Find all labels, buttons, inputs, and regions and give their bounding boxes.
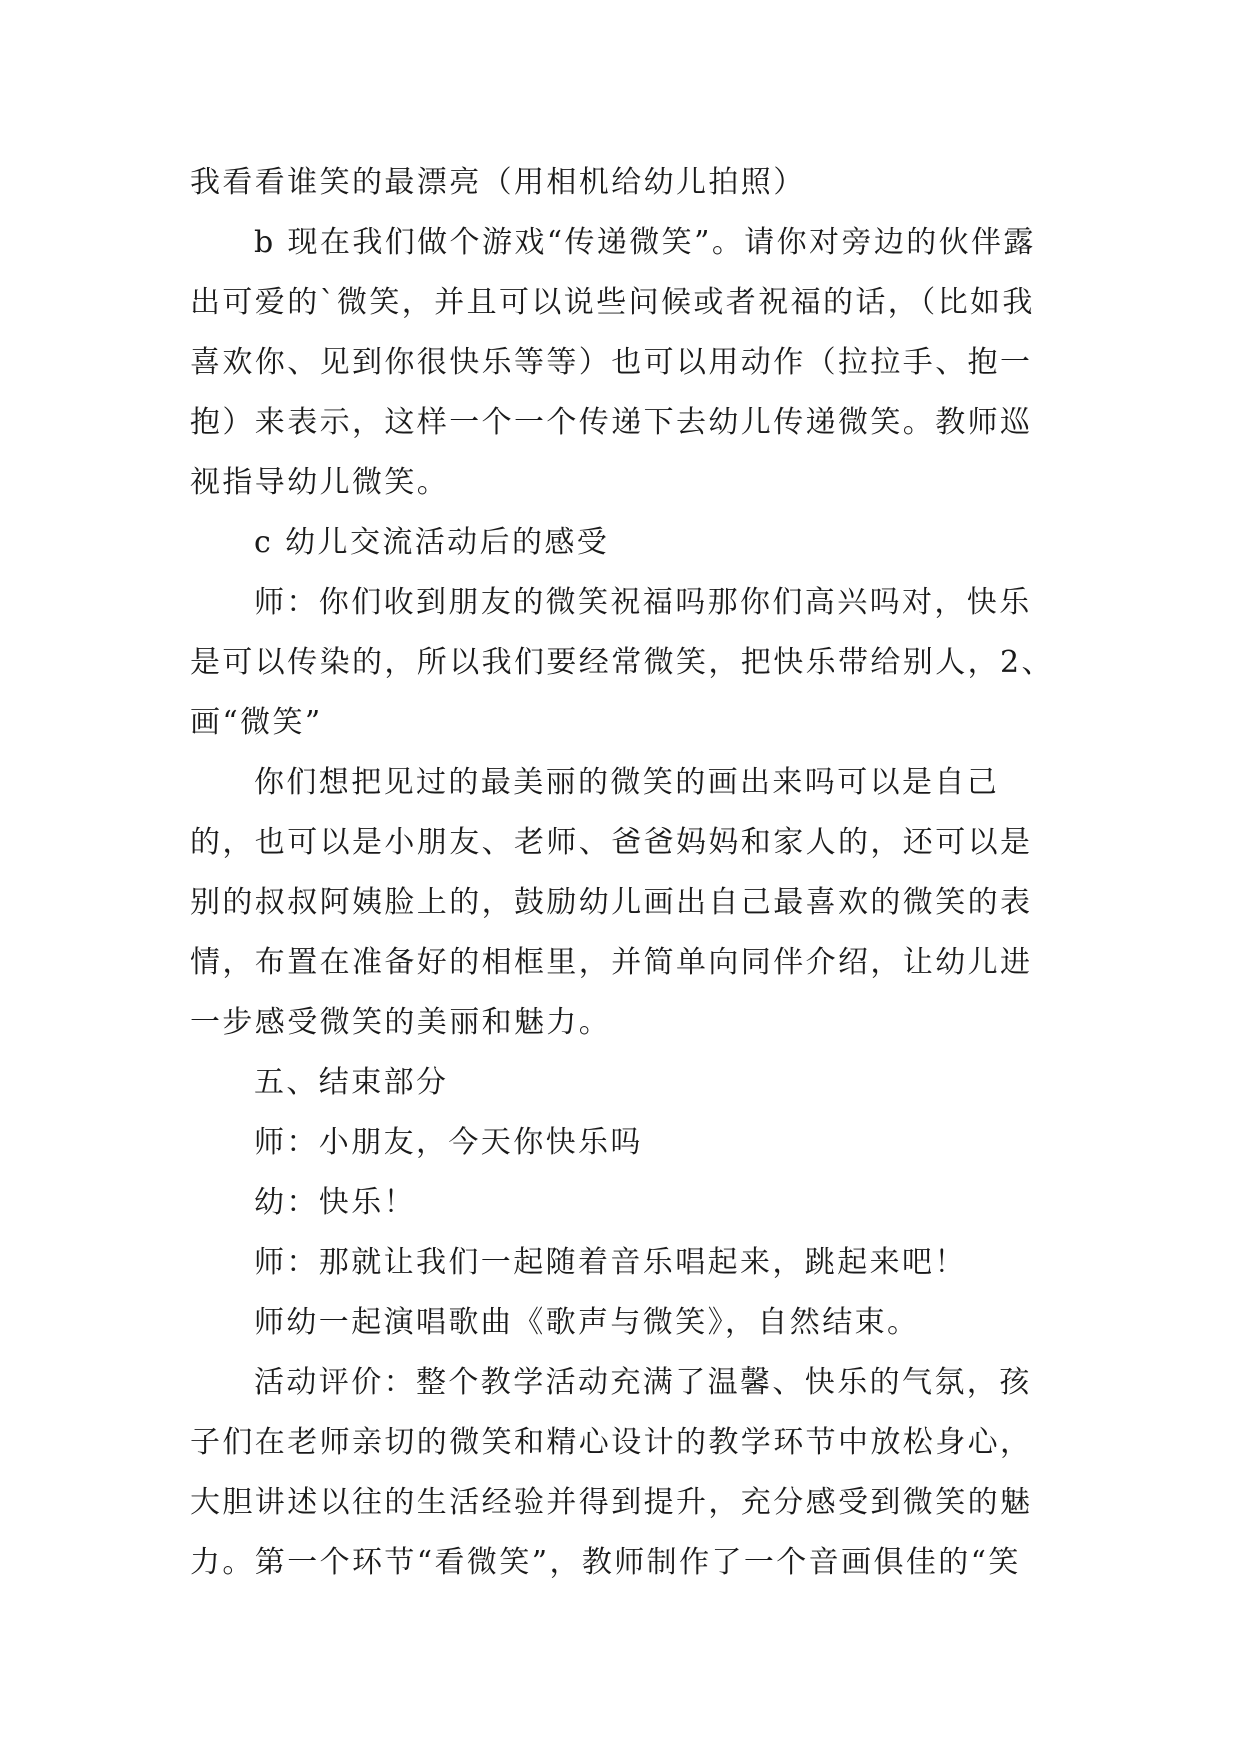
text-line: b 现在我们做个游戏“传递微笑”。请你对旁边的伙伴露 — [254, 225, 1036, 260]
text-line: 大胆讲述以往的生活经验并得到提升，充分感受到微笑的魅 — [190, 1485, 1033, 1520]
document-body — [190, 153, 1060, 1593]
text-line: 视指导幼儿微笑。 — [190, 465, 450, 500]
text-line: 五、结束部分 — [254, 1065, 449, 1100]
text-line: 出可爱的`微笑，并且可以说些问候或者祝福的话，（比如我 — [190, 285, 1035, 320]
text-line: 抱）来表示，这样一个一个传递下去幼儿传递微笑。教师巡 — [190, 405, 1033, 440]
text-line: 情，布置在准备好的相框里，并简单向同伴介绍，让幼儿进 — [190, 945, 1033, 980]
text-line: 师：小朋友，今天你快乐吗 — [254, 1125, 643, 1160]
text-line: 力。第一个环节“看微笑”，教师制作了一个音画俱佳的“笑 — [190, 1545, 1021, 1580]
text-line: 别的叔叔阿姨脸上的，鼓励幼儿画出自己最喜欢的微笑的表 — [190, 885, 1033, 920]
text-line: 你们想把见过的最美丽的微笑的画出来吗可以是自己 — [254, 765, 1000, 800]
text-line: 的，也可以是小朋友、老师、爸爸妈妈和家人的，还可以是 — [190, 825, 1033, 860]
text-line: 师：你们收到朋友的微笑祝福吗那你们高兴吗对，快乐 — [254, 585, 1032, 620]
text-line: 一步感受微笑的美丽和魅力。 — [190, 1005, 612, 1040]
text-line: 我看看谁笑的最漂亮（用相机给幼儿拍照） — [190, 165, 806, 200]
text-line: 师幼一起演唱歌曲《歌声与微笑》，自然结束。 — [254, 1305, 920, 1340]
text-line: c 幼儿交流活动后的感受 — [254, 525, 610, 560]
text-line: 喜欢你、见到你很快乐等等）也可以用动作（拉拉手、抱一 — [190, 345, 1033, 380]
text-line: 活动评价：整个教学活动充满了温馨、快乐的气氛，孩 — [254, 1365, 1032, 1400]
text-line: 师：那就让我们一起随着音乐唱起来，跳起来吧！ — [254, 1245, 967, 1280]
text-line: 画“微笑” — [190, 705, 323, 740]
text-line: 是可以传染的，所以我们要经常微笑，把快乐带给别人，2、 — [190, 645, 1054, 680]
text-line: 幼：快乐！ — [254, 1185, 416, 1220]
text-line: 子们在老师亲切的微笑和精心设计的教学环节中放松身心， — [190, 1425, 1033, 1460]
